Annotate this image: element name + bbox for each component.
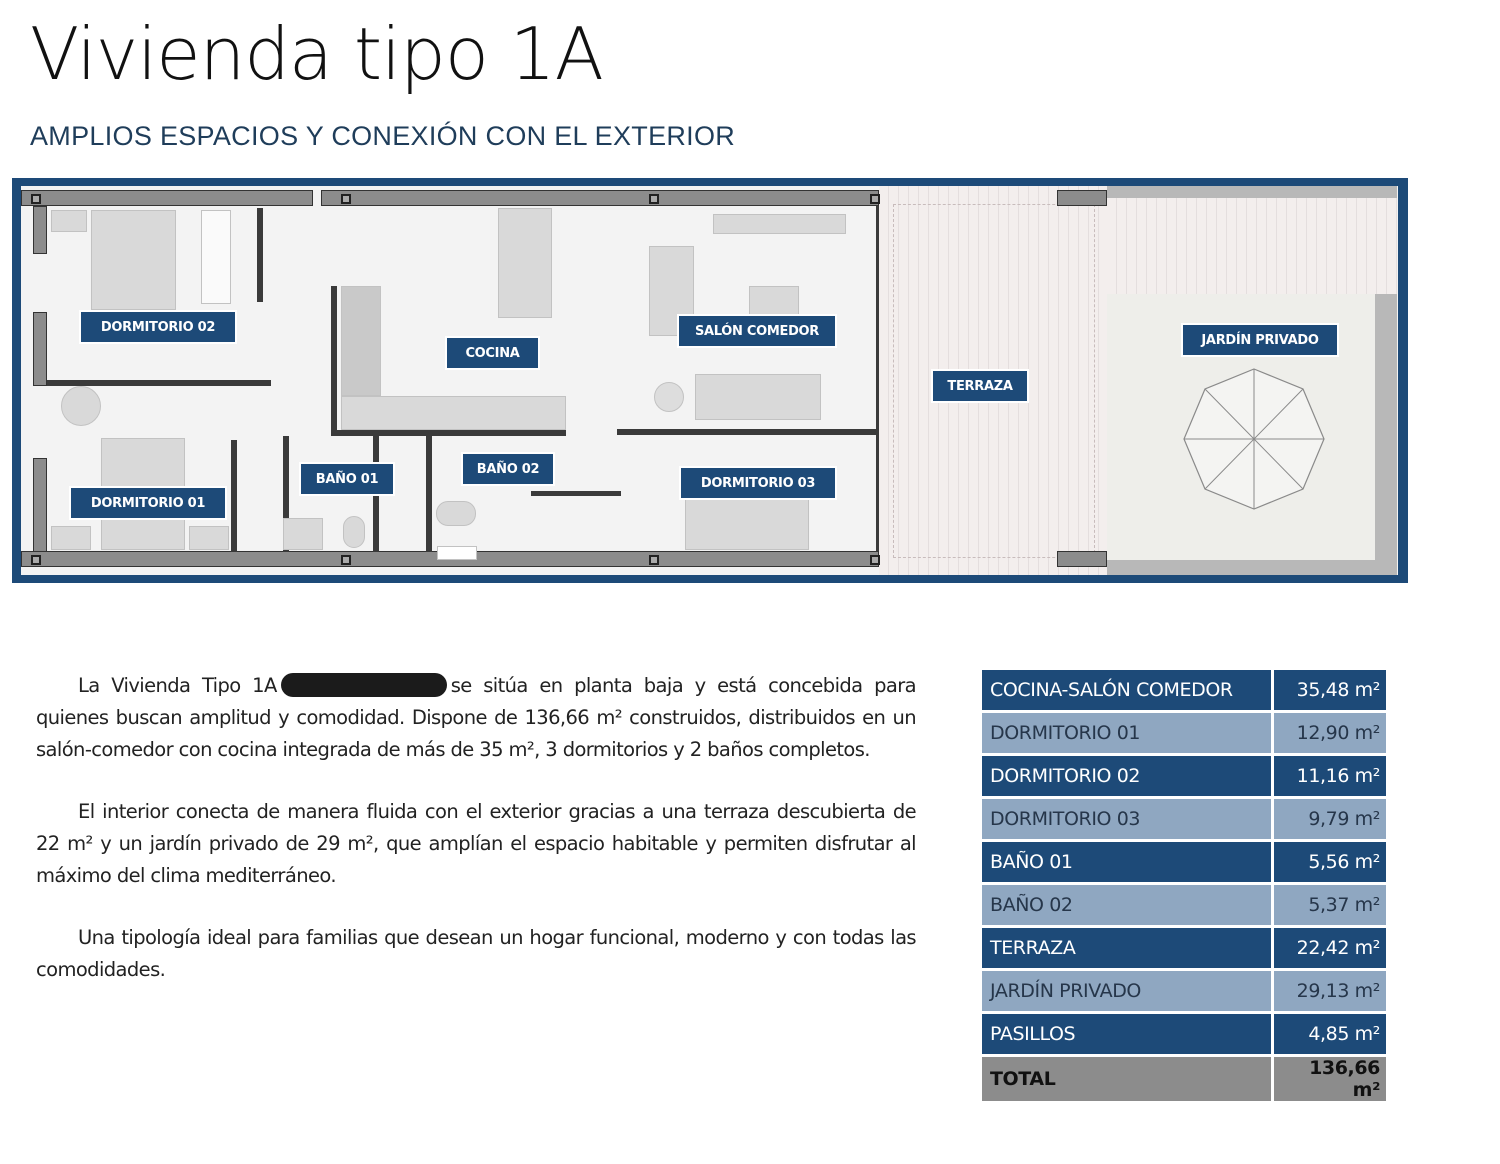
- room-label-bano-02: BAÑO 02: [461, 452, 555, 486]
- table-row: BAÑO 01 5,56 m²: [981, 841, 1388, 884]
- floor-plan: [12, 178, 1408, 583]
- garden-wall-right: [1375, 294, 1397, 575]
- room-label-salon-comedor: SALÓN COMEDOR: [677, 314, 837, 348]
- room-label-cocina: COCINA: [445, 336, 540, 370]
- column: [649, 194, 659, 204]
- table-row: DORMITORIO 02 11,16 m²: [981, 755, 1388, 798]
- sink: [283, 518, 323, 550]
- description-paragraph-1: La Vivienda Tipo 1A se sitúa en planta baja y está concebida para quienes buscan amplitud y comodidad. Dispone de 136,66 m² construidos, distribuidos en un salón-comedor con cocina integrada de más de 35 m², 3 dormitorios y 2 baños completos.: [36, 674, 916, 761]
- table-row: BAÑO 02 5,37 m²: [981, 884, 1388, 927]
- wall: [1057, 551, 1107, 567]
- dining-table: [498, 208, 552, 318]
- wall: [321, 190, 879, 206]
- toilet: [343, 516, 365, 548]
- column: [31, 555, 41, 565]
- areas-table: [979, 667, 1389, 1104]
- floor-plan-canvas: [21, 186, 1398, 575]
- interior-wall: [331, 286, 337, 436]
- column: [341, 194, 351, 204]
- page-subtitle: AMPLIOS ESPACIOS Y CONEXIÓN CON EL EXTERIOR: [30, 121, 736, 151]
- interior-wall: [331, 430, 566, 436]
- kitchen-counter: [341, 286, 381, 396]
- table-total-row: TOTAL 136,66 m²: [981, 1056, 1388, 1103]
- nightstand: [51, 526, 91, 550]
- table-row: TERRAZA 22,42 m²: [981, 927, 1388, 970]
- column: [649, 555, 659, 565]
- room-label-terraza: TERRAZA: [931, 369, 1029, 403]
- wardrobe: [201, 210, 231, 304]
- description-paragraph-2: El interior conecta de manera fluida con el exterior gracias a una terraza descubierta de 22 m² y un jardín privado de 29 m², que amplían el espacio habitable y permiten disfrutar al máximo del clima mediterráneo.: [36, 800, 916, 887]
- wall: [21, 190, 313, 206]
- page-title: Vivienda tipo 1A: [30, 12, 603, 96]
- column: [31, 194, 41, 204]
- description: [36, 670, 916, 1016]
- table-row: JARDÍN PRIVADO 29,13 m²: [981, 970, 1388, 1013]
- side-table: [654, 382, 684, 412]
- redacted-block: [281, 673, 447, 697]
- room-label-bano-01: BAÑO 01: [299, 462, 395, 496]
- table-row: COCINA-SALÓN COMEDOR 35,48 m²: [981, 669, 1388, 712]
- garden-wall-top: [1107, 186, 1397, 198]
- kitchen-counter: [341, 396, 566, 430]
- tv-unit: [713, 214, 846, 234]
- armchair: [61, 386, 101, 426]
- wall: [33, 312, 47, 386]
- room-label-jardin-privado: JARDÍN PRIVADO: [1181, 323, 1339, 357]
- window-line: [876, 206, 879, 551]
- wall: [33, 458, 47, 552]
- wall: [1057, 190, 1107, 206]
- room-label-dormitorio-03: DORMITORIO 03: [679, 466, 837, 500]
- interior-wall: [531, 491, 621, 496]
- toilet: [436, 501, 476, 526]
- bed: [91, 210, 176, 310]
- description-paragraph-3: Una tipología ideal para familias que desean un hogar funcional, moderno y con todas las comodidades.: [36, 926, 916, 981]
- umbrella-icon: [1181, 366, 1327, 512]
- interior-wall: [231, 440, 237, 552]
- garden-deck: [1107, 198, 1397, 294]
- wall: [33, 206, 47, 254]
- garden-wall-bottom: [1107, 560, 1397, 575]
- column: [870, 555, 880, 565]
- column: [870, 194, 880, 204]
- room-label-dormitorio-02: DORMITORIO 02: [79, 310, 237, 344]
- nightstand: [51, 210, 87, 232]
- interior-wall: [257, 208, 263, 302]
- nightstand: [189, 526, 229, 550]
- table-row: DORMITORIO 03 9,79 m²: [981, 798, 1388, 841]
- column: [341, 555, 351, 565]
- interior-wall: [426, 436, 432, 552]
- interior-wall: [617, 429, 879, 435]
- sofa: [695, 374, 821, 420]
- room-label-dormitorio-01: DORMITORIO 01: [69, 486, 227, 520]
- table-row: DORMITORIO 01 12,90 m²: [981, 712, 1388, 755]
- table-row: PASILLOS 4,85 m²: [981, 1013, 1388, 1056]
- window: [437, 546, 477, 560]
